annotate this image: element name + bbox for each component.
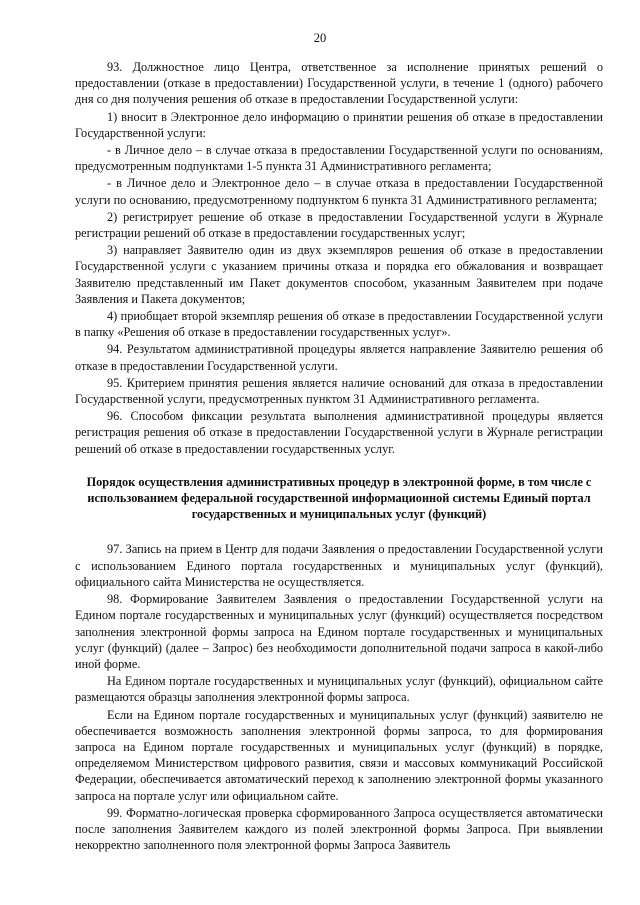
paragraph-94: 94. Результатом административной процедуры является направление Заявителю решения об отказе в предоставлении Государственной услуги. [75,342,603,373]
section-heading: Порядок осуществления административных процедур в электронной форме, в том числе с использованием федеральной государственной информационной системы Единый портал государственных и муниципальных услуг (функций) [86,474,592,522]
page-number: 20 [313,31,327,45]
paragraph-93-1: 1) вносит в Электронное дело информацию о принятии решения об отказе в предоставлении Государственной услуги: [75,109,603,140]
paragraph-93-2: 2) регистрирует решение об отказе в предоставлении Государственной услуги в Журнале регистрации решений об отказе в предоставлении государственных услуг; [75,209,603,241]
paragraph-93-1-b: - в Личное дело и Электронное дело – в случае отказа в предоставлении Государственной услуги по основанию, предусмотренному подпунктом 6 пункта 31 Административного регламента; [75,176,603,207]
paragraph-98: 98. Формирование Заявителем Заявления о предоставлении Государственной услуги на Едином портале государственных и муниципальных услуг (функций) осуществляется посредством заполнения электронной формы запроса на Едином портале государственных и муниципальных услуг (функций) (далее – Запрос) без необходимости дополнительной подачи запроса в какой-либо иной форме. [75,592,603,671]
paragraph-93-1-a: - в Личное дело – в случае отказа в предоставлении Государственной услуги по основаниям, предусмотренным подпунктами 1-5 пункта 31 Административного регламента; [75,143,603,174]
paragraph-98-samples: На Едином портале государственных и муниципальных услуг (функций), официальном сайте размещаются образцы заполнения электронной формы запроса. [75,674,603,705]
paragraph-96: 96. Способом фиксации результата выполнения административной процедуры является регистрация решения об отказе в предоставлении Государственной услуги в Журнале регистрации решений об отказе в предоставлении государственных услуг. [75,409,603,456]
paragraph-93: 93. Должностное лицо Центра, ответственное за исполнение принятых решений о предоставлении (отказе в предоставлении) Государственной услуги, в течение 1 (одного) рабочего дня со дня получения решения об отказе в предоставлении Государственной услуги: [75,60,603,107]
paragraph-97: 97. Запись на прием в Центр для подачи Заявления о предоставлении Государственной услуги с использованием Единого портала государственных и муниципальных услуг (функций), официального сайта Министерства не осуществляется. [75,542,603,589]
paragraph-95: 95. Критерием принятия решения является наличие оснований для отказа в предоставлении Государственной услуги, предусмотренных пунктом 31 Административного регламента. [75,375,603,407]
paragraph-98-redirect: Если на Едином портале государственных и муниципальных услуг (функций) заявителю не обеспечивается возможность заполнения электронной формы запроса, то для формирования запроса на Едином портале государственных и муниципальных услуг (функций) в порядке, определяемом Министерством цифрового развития, связи и массовых коммуникаций Российской Федерации, обеспечивается автоматический переход к заполнению электронной формы указанного запроса на портале услуг или официальном сайте. [75,707,603,803]
paragraph-99: 99. Форматно-логическая проверка сформированного Запроса осуществляется автоматически после заполнения Заявителем каждого из полей электронной формы Запроса. При выявлении некорректно заполненного поля электронной формы Запроса Заявитель [75,805,603,853]
paragraph-93-3: 3) направляет Заявителю один из двух экземпляров решения об отказе в предоставлении Государственной услуги с указанием причины отказа и порядка его обжалования и возвращает Заявителю представленный им Пакет документов способом, указанным Заявителем при подаче Заявления и Пакета документов; [75,243,603,306]
document-body [75,59,603,853]
paragraph-93-4: 4) приобщает второй экземпляр решения об отказе в предоставлении Государственной услуги в папку «Решения об отказе в предоставлении государственных услуг». [75,309,603,340]
